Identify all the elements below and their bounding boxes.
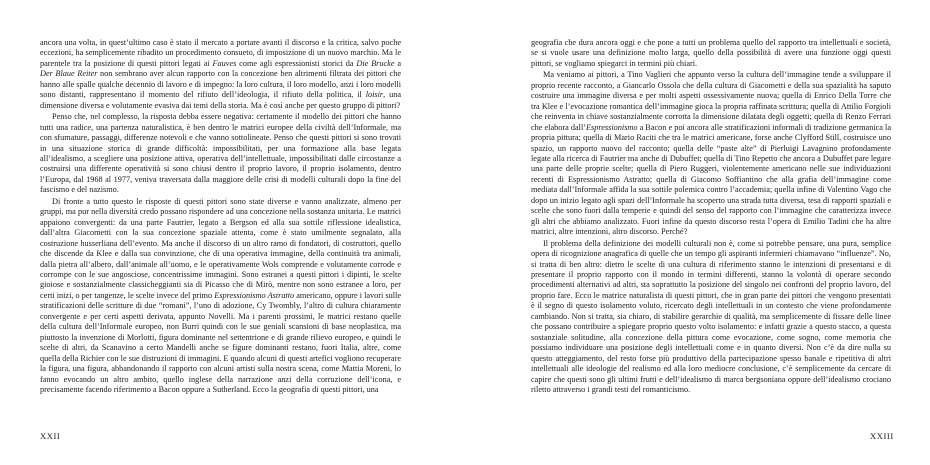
right-page-number: XXIII bbox=[870, 431, 894, 441]
right-page-text bbox=[531, 38, 891, 395]
paragraph: ancora una volta, in quest’ultimo caso è stato il mercato a portare avanti il discorso e la critica, salvo poche eccezioni, ha semplicemente ribadito un procedimento consueto, di imposizione di un nuovo marchio. Ma le parentele tra la posizione di questi pittori legati ai Fauves come agli espressionisti storici da Die Brucke a Der Blaue Reiter non sembrano aver alcun rapporto con la concezione ben altrimenti filtrata dei pittori che hanno alle spalle qualche decennio di lavoro e di impegno: la loro cultura, il loro modello, anzi i loro modelli sono distanti, rappresentano il momento del rifiuto dell’ideologia, il rifiuto della politica, il loisir, una dimensione diversa e volutamente evasiva dai temi della storia. Ma è così anche per questo gruppo di pittori? bbox=[40, 38, 401, 110]
paragraph: geografia che dura ancora oggi e che pone a tutti un problema quello del rapporto tra intellettuali e società, se si vuole usare una definizione molto larga, quello della possibilità di avere una funzione oggi questi pittori, se vogliamo spiegarci in termini più chiari. bbox=[531, 38, 891, 68]
paragraph: Penso che, nel complesso, la risposta debba essere negativa: certamente il modello dei pittori che hanno tutti una radice, una partenza naturalistica, è ben dentro le matrici europee della civiltà dell’Informale, ma con sfumature, passaggi, differenze notevoli e che vanno sottolineate. Penso che questi pittori si sono trovati in una situazione storica di grande difficoltà: impossibilitati, per una formazione alla base legata all’idealismo, a scegliere una posizione attiva, operativa dell’intellettuale, impossibilitati dalle circostanze a costruirsi una differente operatività si sono chiusi dentro il proprio lavoro, il proprio isolamento, dentro l’Europa, dal 1968 al 1977, veniva traversata dalla maggiore delle crisi di modelli culturali dopo la fine del fascismo e del nazismo. bbox=[40, 112, 401, 195]
paragraph: Il problema della definizione dei modelli culturali non è, come si potrebbe pensare, una pura, semplice opera di ricognizione anagrafica di quelle che un tempo gli aspiranti infermieri chiamavano “influenze”. No, si tratta di ben altro: dietro le scelte di una cultura di riferimento stanno le intenzioni di presentarsi e di presentare il proprio rapporto con il mondo in termini differenti, stanno la volontà di operare secondo procedimenti alternativi ad altri, sta soprattutto la posizione del singolo nei confronti del proprio lavoro, del proprio fare. Ecco le matrice naturalista di questi pittori, che in gran parte dei pittori che vengono presentati è il segno di questo isolamento voluto, ricercato degli intellettuali in un contesto che viene profondamente cambiando. Non si tratta, sia chiaro, di stabilire gerarchie di qualità, ma semplicemente di fissare delle linee che possano contribuire a spiegare proprio questo volto isolamento: e infatti grazie a questo stacco, a questa sostanziale solitudine, alla concezione della pittura come evocazione, come sogno, come memoria che possiamo individuare una posizione degli intellettuali come e in quanto diversi. Non c’è da dire nulla su questo atteggiamento, del resto forse più produttivo della partecipazione spesso banale e ripetitiva di altri intellettuali alle ideologie del realismo ed alla loro mediocre conclusione, c’è semplicemente da cercare di capire che questi sono gli ultimi frutti e dell’idealismo di marca bergsoniana oppure dell’idealismo crociano riletto attraverso i grandi testi del romanticismo. bbox=[531, 238, 891, 394]
paragraph: Di fronte a tutto questo le risposte di questi pittori sono state diverse e vanno analizzate, almeno per gruppi, ma pur nella diversità credo possano rispondere ad una concezione nella sostanza unitaria. Le matrici appaiono convergenti: da una parte Fautrier, legato a Bergson ed alla sua sottile riflessione idealistica, dall’altra Giacometti con la sua concezione spaziale attenta, come è stato umilmente segnalato, alla costruzione husserliana dell’evento. Ma anche il discorso di un altro ramo di fondatori, di costruttori, quello che discende da Klee e dalla sua convinzione, che di una operativa immagine, della continuità tra animali, dalla pietra all’albero, dall’animale all’uomo, e le operativamente Wols comprende e volutamente corrode e corrompe con le sue angosciose, concentrissime immagini. Sono estranei a questi pittori i dipinti, le scelte gioiose e sostanzialmente classicheggianti sia di Picasso che di Mirò, mentre non sono estranee a loro, per certi inizi, o per tangenze, le scelte invece del primo Espressionismo Astratto americano, oppure i lavori sulle stratificazioni delle scritture di due “romani”, l’uno di adozione, Cy Twombly, l’altro di cultura chiaramente convergente e per certi aspetti derivata, appunto Novelli. Ma i parenti prossimi, le matrici restano quelle della cultura dell’Informale europeo, non Burri quindi con le sue geniali scansioni di base neoplastica, ma piuttosto la invenzione di Morlotti, figura dominante nel settentrione e di grande rilievo europeo, e quindi le scelte di altri, da Scanavino a certo Mandelli anche se figure dominanti restano, fuori Italia, altre, come quella della Richier con le sue distruzioni di immagini. E quando alcuni di questi artefici vogliono recuperare la figura, una figura, abbandonando il rapporto con alcuni artisti sulla nostra scena, come Mattia Moreni, lo fanno evocando un altro ambito, quello inglese della narrazione anzi della corruzione dell’icona, e precisamente facendo riferimento a Bacon oppure a Sutherland. Ecco la geografia di questi pittori, una bbox=[40, 196, 401, 394]
left-page-text bbox=[40, 38, 401, 395]
paragraph: Ma veniamo ai pittori, a Tino Vaglieri che appunto verso la cultura dell’immagine tende a sviluppare il proprio recente racconto, a Giancarlo Ossola che della cultura di Giacometti e della sua spazialità ha saputo costruire una immagine diversa e per molti aspetti ossessivamente nuova; quella di Enrico Della Torre che tra Klee e l’evocazione romantica dell’immagine gioca la propria raffinata scrittura; quella di Attilio Forgioli che reinventa in chiave sostanzialmente corrotta la dimensione dilatata degli oggetti; quella di Renzo Ferrari che elabora dall’Espressionismo a Bacon e poi ancora alle stratificazioni informali di tradizione germanica la propria pittura; quella di Mario Raciti che tra le matrici americane, forse anche Clyfford Still, costruisce uno spazio, un rapporto nuovo del racconto; quella delle “paste alte” di Pierluigi Lavagnino profondamente legate alla ricerca di Fautrier ma anche di Dubuffet; quella di Tino Repetto che ancora a Dubuffet pare legare una parte delle proprie scelte; quella di Piero Ruggeri, violentemente americano nelle sue individuazioni recenti di Espressionismo Astratto; quella di Giacomo Soffiantino che alla grafia dell’immagine come mediata dall’Informale affida la sua sottile polemica contro l’accademia; quella infine di Valentino Vago che dopo un inizio legato agli spazi dell’Informale ha scoperto una strada tutta diversa, tesa di rapporti spaziali e scelte che sono fuori dalla temperie e quindi del senso del rapporto con l’immagine che caratterizza invece gli altri che abbiamo analizzato. Fuori infine da questo discorso resta l’opera di Emilio Tadini che ha altre matrici, altre intenzioni, altro discorso. Perché? bbox=[531, 70, 891, 237]
left-page-number: XXII bbox=[40, 431, 61, 441]
